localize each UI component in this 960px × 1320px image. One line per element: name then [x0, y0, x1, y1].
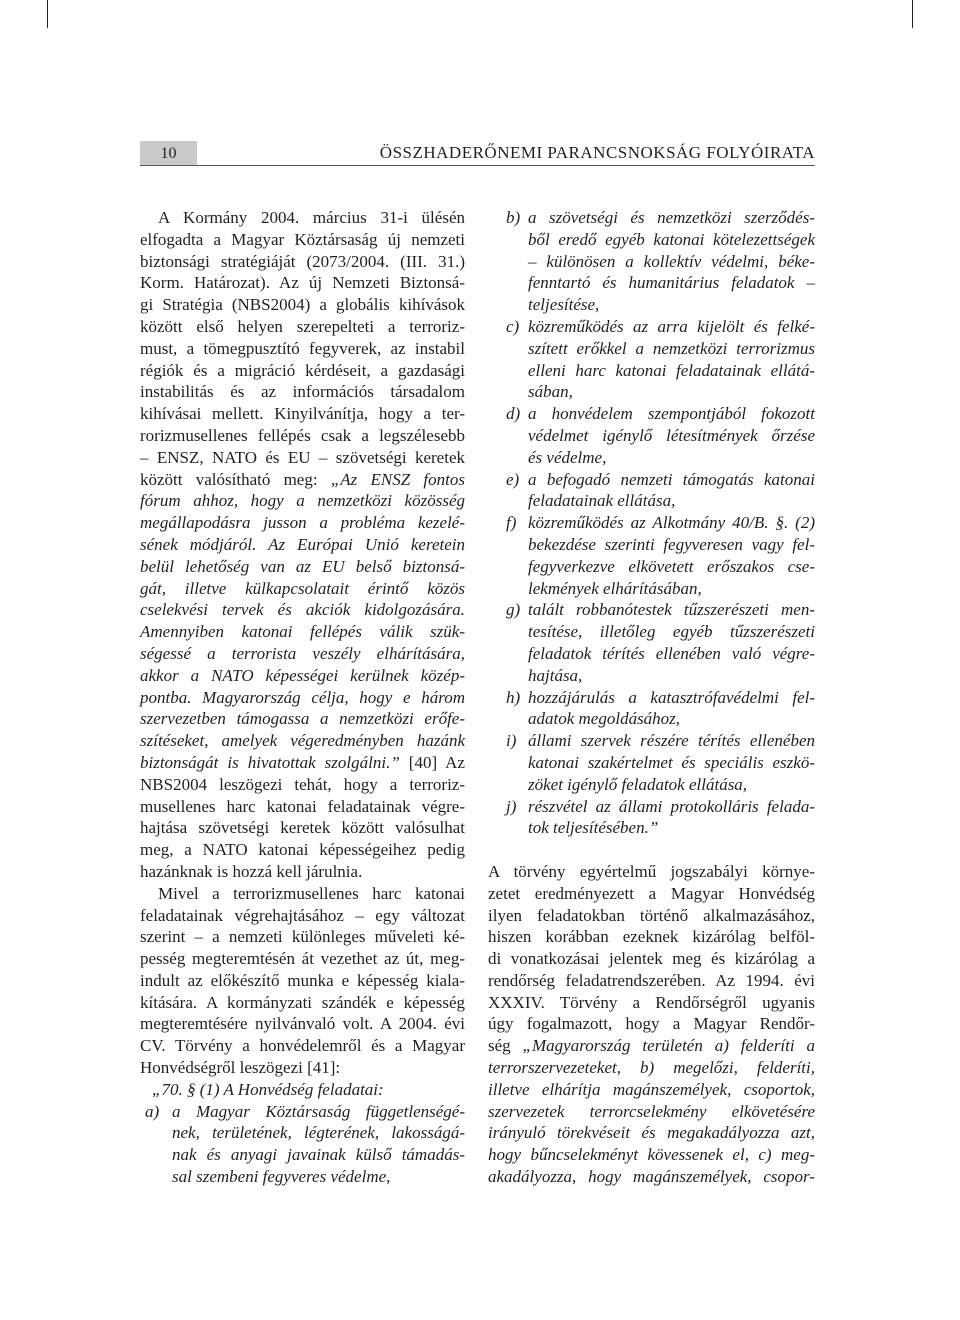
text-line: zetet eredményezett a Magyar Honvédség: [488, 883, 815, 903]
list-item-label: c): [506, 316, 520, 336]
text-line: a honvédelem szempontjából fokozott: [528, 404, 815, 424]
text-line: [140, 469, 465, 491]
italic-text: gát, illetve külkapcsolatait érintő közös: [140, 578, 465, 598]
italic-text: akkor a NATO képességei kerülnek közép-: [140, 665, 465, 685]
text-line: védelmet igénylő létesítmények őrzése: [528, 425, 815, 445]
italic-text: illetve elhárítja magánszemélyek, csoportok,: [488, 1079, 815, 1099]
text-line: tok teljesítésében.”: [528, 818, 659, 838]
text-line: NBS2004 leszögezi tehát, hogy a terroriz-: [140, 774, 465, 794]
text-line: talált robbanótestek tűzszerészeti men-: [528, 600, 815, 620]
text-line: feladatok térítés ellenében való végre-: [528, 643, 815, 663]
text-line: [140, 708, 465, 730]
page-number: 10: [160, 144, 177, 162]
italic-text: irányuló törekvéseit és megakadályozza azt,: [488, 1123, 815, 1143]
text-line: feladatainak végrehajtásához – egy változat: [140, 905, 465, 925]
quote-heading: [140, 1079, 465, 1101]
text-line: a Magyar Köztársaság függetlenségé-: [172, 1101, 465, 1121]
text-line: [488, 1166, 815, 1188]
list-item-label: d): [506, 404, 521, 424]
paragraph: [140, 883, 465, 1079]
text-line: rendőrség feladatrendszerében. Az 1994. évi: [488, 970, 815, 990]
list-item-e: [488, 469, 815, 513]
text-line: indult az előkészítő munka e képesség kiala-: [140, 970, 465, 990]
text-line: nak és anyagi javainak külső támadás-: [172, 1145, 465, 1165]
text-line: hajtása,: [528, 665, 583, 685]
text-line: [140, 534, 465, 556]
italic-text: akadályozza, hogy magánszemélyek, csopor-: [488, 1167, 815, 1187]
text-line: – ENSZ, NATO és EU – szövetségi keretek: [140, 447, 465, 467]
text-line: rorizmusellenes fellépés csak a legszélesebb: [140, 425, 465, 445]
list-item-label: e): [506, 469, 520, 489]
italic-text: belül lehetőség van az EU belső biztonsá-: [140, 556, 465, 576]
list-item-i: [488, 730, 815, 795]
text-line: [140, 599, 465, 621]
text-line: sal szembeni fegyveres védelme,: [172, 1167, 391, 1187]
text-line: Mivel a terrorizmusellenes harc katonai: [158, 883, 465, 903]
text-line: feladatainak ellátása,: [528, 491, 676, 511]
list-item-b: [488, 207, 815, 316]
roman-text: [40] Az: [399, 752, 465, 772]
text-line: musellenes harc katonai feladatainak végre-: [140, 796, 465, 816]
page-number-badge: [140, 141, 197, 166]
text-line: lekmények elhárításában,: [528, 578, 702, 598]
text-line: közreműködés az arra kijelölt és felké-: [528, 316, 815, 336]
text-line: meg, a NATO katonai képességeihez pedig: [140, 840, 465, 860]
text-line: A törvény egyértelmű jogszabályi környe-: [488, 861, 815, 881]
text-line: [488, 1101, 815, 1123]
list-item-f: [488, 512, 815, 599]
italic-text: „Magyarország területén a) felderíti a: [522, 1036, 815, 1056]
text-line: és védelme,: [528, 447, 607, 467]
italic-text: cselekvési tervek és akciók kidolgozására.: [140, 600, 465, 620]
text-line: hozzájárulás a katasztrófavédelmi fel-: [528, 687, 815, 707]
list-item-label: g): [506, 600, 521, 620]
text-line: zöket igénylő feladatok ellátása,: [528, 774, 748, 794]
list-item-j: [488, 796, 815, 840]
italic-text: hogy bűncselekményt kövessenek el, c) meg-: [488, 1145, 815, 1165]
text-line: biztonsági stratégiáját (2073/2004. (III. 31.): [140, 251, 465, 271]
header-rule: [140, 165, 815, 166]
italic-text: biztonságát is hivatottak szolgálni.”: [140, 752, 400, 772]
italic-text: terrorszervezeteket, b) megelőzi, felderíti,: [488, 1058, 815, 1078]
list-item-g: [488, 599, 815, 686]
list-item-label: f): [506, 513, 517, 533]
text-line: katonai szakértelmet és speciális eszkö-: [528, 752, 815, 772]
text-line: [140, 578, 465, 600]
text-line: gi Stratégia (NBS2004) a globális kihívások: [140, 295, 465, 315]
paragraph: [140, 207, 465, 883]
text-line: [140, 687, 465, 709]
text-line: régiók és a migráció kérdéseit, a gazdasági: [140, 360, 465, 380]
text-line: kihívásai mellett. Kinyilvánítja, hogy a ter-: [140, 404, 465, 424]
list-item-c: [488, 316, 815, 403]
text-line: [140, 665, 465, 687]
italic-text: megállapodásra jusson a probléma kezelé-: [140, 513, 465, 533]
text-line: CV. Törvény a honvédelemről és a Magyar: [140, 1036, 465, 1056]
list-item-a: [140, 1101, 465, 1188]
text-line: XXXIV. Törvény a Rendőrségről ugyanis: [488, 992, 815, 1012]
paragraph: [488, 861, 815, 1188]
text-line: instabilitás és az információs társadalom: [140, 382, 465, 402]
roman-text: ség: [488, 1036, 523, 1056]
italic-text: szervezetek terrorcselekmény elkövetésére: [488, 1101, 815, 1121]
text-line: [140, 556, 465, 578]
text-line: [488, 1079, 815, 1101]
right-column: [488, 207, 815, 1188]
text-line: [488, 1122, 815, 1144]
text-line: teljesítése,: [528, 295, 600, 315]
text-line: szerint – a nemzeti különleges műveleti ké-: [140, 927, 465, 947]
list-item-label: j): [506, 796, 517, 816]
text-line: pesség megteremtésén át vezethet az út, meg-: [140, 949, 465, 969]
text-line: [488, 1144, 815, 1166]
text-line: megteremtésére nyilvánvaló volt. A 2004. évi: [140, 1014, 465, 1034]
list-item-label: b): [506, 208, 521, 227]
text-line: ilyen feladatokban történő alkalmazásához,: [488, 905, 815, 925]
text-line: Honvédségről leszögezi [41]:: [140, 1058, 341, 1078]
text-line: [488, 1057, 815, 1079]
text-line: a befogadó nemzeti támogatás katonai: [528, 469, 815, 489]
text-line: [140, 512, 465, 534]
list-item-d: [488, 403, 815, 468]
text-line: „70. § (1) A Honvédség feladatai:: [152, 1079, 384, 1099]
italic-text: szervezetben támogassa a nemzetközi erőfe-: [140, 709, 465, 729]
text-line: fegyverkezve elkövetett erőszakos cse-: [528, 556, 815, 576]
left-column: [140, 207, 465, 1188]
text-line: között első helyen szerepelteti a terroriz-: [140, 316, 465, 336]
text-line: di vonatkozásai jelentek meg és kizárólag a: [488, 949, 815, 969]
text-line: A Kormány 2004. március 31-i ülésén: [158, 208, 465, 227]
text-line: [140, 643, 465, 665]
text-line: [140, 752, 465, 774]
journal-title: ÖSSZHADERŐNEMI PARANCSNOKSÁG FOLYÓIRATA: [379, 143, 815, 162]
text-line: elleni harc katonai feladatainak ellátá-: [528, 360, 815, 380]
text-line: ből eredő egyéb katonai kötelezettségek: [528, 229, 815, 249]
italic-text: ségessé a terrorista veszély elhárítására,: [140, 643, 465, 663]
text-line: must, a tömegpusztító fegyverek, az instabil: [140, 338, 465, 358]
italic-text: „Az ENSZ fontos: [330, 469, 465, 489]
crop-mark: [47, 0, 48, 28]
text-line: [488, 1035, 815, 1057]
text-line: fenntartó és humanitárius feladatok –: [528, 273, 815, 293]
list-item-label: i): [506, 731, 517, 751]
crop-mark: [912, 0, 913, 28]
italic-text: sének módjáról. Az Európai Unió keretein: [140, 534, 465, 554]
text-line: kítására. A kormányzati szándék e képesség: [140, 992, 465, 1012]
text-line: szített erőkkel a nemzetközi terrorizmus: [528, 338, 815, 358]
text-line: úgy fogalmazott, hogy a Magyar Rendőr-: [488, 1014, 815, 1034]
text-line: adatok megoldásához,: [528, 709, 681, 729]
text-line: [140, 490, 465, 512]
list-item-label: a): [145, 1101, 160, 1121]
text-line: [140, 730, 465, 752]
roman-text: között valósítható meg:: [140, 469, 331, 489]
text-line: – különösen a kollektív védelmi, béke-: [528, 251, 815, 271]
italic-text: fórum ahhoz, hogy a nemzetközi közösség: [140, 491, 465, 511]
text-line: részvétel az állami protokolláris felada-: [528, 796, 815, 816]
text-line: tesítése, illetőleg egyéb tűzszerészeti: [528, 622, 815, 642]
text-line: sában,: [528, 382, 573, 402]
text-line: állami szervek részére térítés ellenében: [528, 731, 815, 751]
text-line: közreműködés az Alkotmány 40/B. §. (2): [528, 513, 815, 533]
text-line: Korm. Határozat). Az új Nemzeti Biztonsá-: [140, 273, 465, 293]
italic-text: Amennyiben katonai fellépés válik szük-: [140, 622, 465, 642]
italic-text: pontba. Magyarország célja, hogy e három: [140, 687, 465, 707]
text-line: hazánknak is hozzá kell járulnia.: [140, 861, 363, 881]
text-line: bekezdése szerinti fegyveresen vagy fel-: [528, 534, 815, 554]
text-line: hiszen korábban ezeknek kizárólag belföl-: [488, 927, 815, 947]
text-line: elfogadta a Magyar Köztársaság új nemzeti: [140, 229, 465, 249]
text-line: hajtása szövetségi keretek között valósulhat: [140, 818, 465, 838]
list-item-h: [488, 687, 815, 731]
italic-text: szítéseket, amelyek végeredményben hazánk: [140, 731, 465, 751]
text-line: nek, területének, légterének, lakosságá-: [172, 1123, 465, 1143]
text-line: a szövetségi és nemzetközi szerződés-: [528, 208, 815, 227]
text-line: [140, 621, 465, 643]
list-item-label: h): [506, 687, 521, 707]
